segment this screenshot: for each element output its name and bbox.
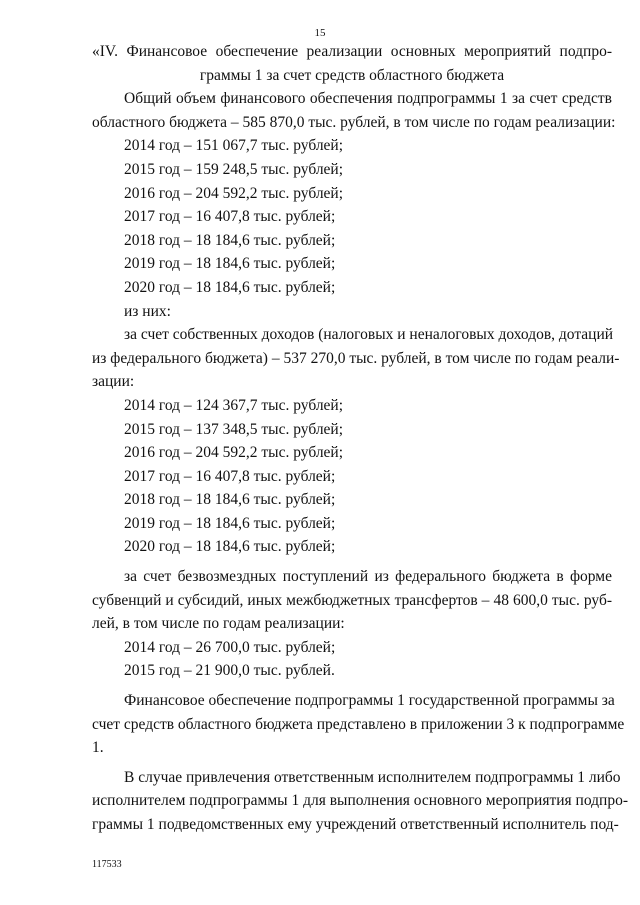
appendix-line-3: 1.: [92, 739, 104, 757]
appendix-line-2: счет средств областного бюджета представлено в приложении 3 к подпрограмме: [92, 715, 625, 733]
last-par-line-1: В случае привлечения ответственным исполнителем подпрограммы 1 либо: [124, 768, 621, 786]
own-year-line: 2018 год – 18 184,6 тыс. рублей;: [124, 491, 336, 509]
total-year-line: 2019 год – 18 184,6 тыс. рублей;: [124, 255, 336, 273]
federal-line-3: лей, в том числе по годам реализации:: [92, 615, 345, 633]
federal-line-2: субвенций и субсидий, иных межбюджетных трансфертов – 48 600,0 тыс. руб-: [92, 591, 612, 609]
page-content: [92, 40, 628, 837]
own-year-line: 2015 год – 137 348,5 тыс. рублей;: [124, 420, 344, 438]
own-income-line-2: из федерального бюджета) – 537 270,0 тыс. рублей, в том числе по годам реали-: [92, 349, 620, 367]
total-year-line: 2016 год – 204 592,2 тыс. рублей;: [124, 184, 344, 202]
section-heading-line-1: «IV. Финансовое обеспечение реализации основных мероприятий подпро-: [92, 43, 612, 60]
own-year-line: 2014 год – 124 367,7 тыс. рублей;: [124, 396, 344, 414]
federal-year-line: 2014 год – 26 700,0 тыс. рублей;: [124, 638, 336, 656]
total-year-line: 2014 год – 151 067,7 тыс. рублей;: [124, 137, 344, 155]
own-year-line: 2020 год – 18 184,6 тыс. рублей;: [124, 538, 336, 556]
section-heading-line-2: граммы 1 за счет средств областного бюджета: [199, 66, 505, 84]
total-year-line: 2015 год – 159 248,5 тыс. рублей;: [124, 160, 344, 178]
of-them-label: из них:: [124, 302, 171, 320]
last-par-line-2: исполнителем подпрограммы 1 для выполнения основного мероприятия подпро-: [92, 792, 628, 810]
total-year-line: 2017 год – 16 407,8 тыс. рублей;: [124, 208, 336, 226]
own-year-line: 2016 год – 204 592,2 тыс. рублей;: [124, 444, 344, 462]
intro-line-1: Общий объем финансового обеспечения подпрограммы 1 за счет средств: [124, 90, 612, 108]
last-par-line-3: граммы 1 подведомственных ему учреждений ответственный исполнитель под-: [92, 816, 619, 833]
own-income-line-3: зации:: [92, 373, 135, 391]
intro-line-2: областного бюджета – 585 870,0 тыс. рублей, в том числе по годам реализации:: [92, 113, 616, 131]
footer-code: 117533: [92, 859, 122, 870]
page-number: 15: [314, 27, 326, 39]
own-income-line-1: за счет собственных доходов (налоговых и неналоговых доходов, дотаций: [124, 326, 614, 344]
own-year-line: 2017 год – 16 407,8 тыс. рублей;: [124, 467, 336, 485]
total-year-line: 2018 год – 18 184,6 тыс. рублей;: [124, 231, 336, 249]
appendix-line-1: Финансовое обеспечение подпрограммы 1 государственной программы за: [124, 692, 615, 710]
total-year-line: 2020 год – 18 184,6 тыс. рублей;: [124, 278, 336, 296]
own-year-line: 2019 год – 18 184,6 тыс. рублей;: [124, 514, 336, 532]
federal-line-1: за счет безвозмездных поступлений из федерального бюджета в форме: [124, 568, 612, 586]
federal-year-line: 2015 год – 21 900,0 тыс. рублей.: [124, 662, 335, 680]
